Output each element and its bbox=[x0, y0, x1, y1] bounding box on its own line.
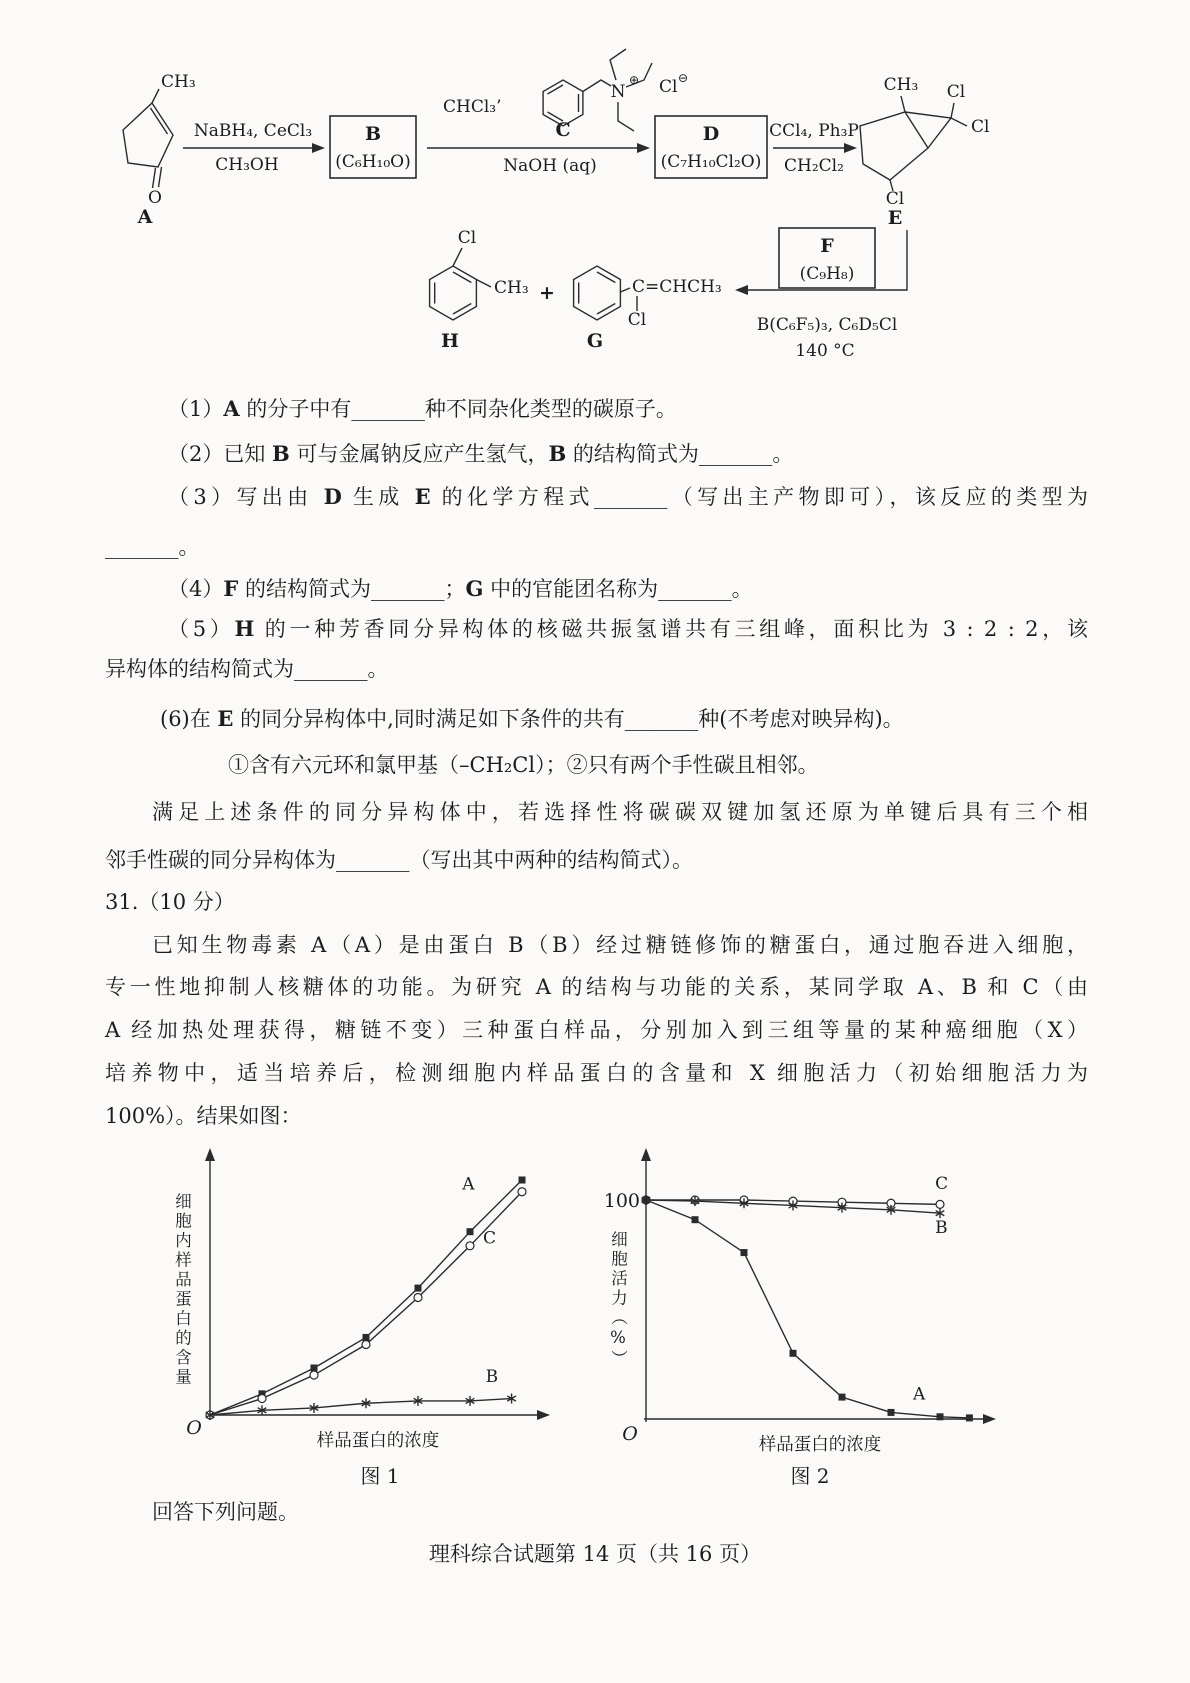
question-31-text-3: A 经加热处理获得，糖链不变）三种蛋白样品，分别加入到三组等量的某种癌细胞（X） bbox=[105, 1018, 1088, 1042]
compound-h-structure bbox=[430, 228, 529, 352]
compound-a-structure bbox=[123, 72, 196, 228]
g-cl-label: Cl bbox=[627, 310, 647, 330]
compound-f-formula: (C₉H₈) bbox=[799, 264, 855, 284]
compound-g-letter: G bbox=[586, 330, 604, 352]
question-31-text-1: 已知生物毒素 A（A）是由蛋白 B（B）经过糖链修饰的糖蛋白，通过胞吞进入细胞， bbox=[152, 933, 1088, 957]
compound-b-formula: (C₆H₁₀O) bbox=[335, 152, 411, 172]
series-label-A: A bbox=[913, 1384, 926, 1405]
question-4: （4）F 的结构简式为_______；G 中的官能团名称为_______。 bbox=[168, 576, 753, 601]
figure-2-caption: 图 2 bbox=[790, 1464, 830, 1488]
figure-1-caption: 图 1 bbox=[360, 1464, 400, 1488]
e-cl-right-label: Cl bbox=[971, 117, 990, 137]
figure-2-plot bbox=[588, 1140, 1008, 1460]
question-3: （3）写出由 D 生成 E 的化学方程式_______（写出主产物即可），该反应的类型为 bbox=[168, 484, 1088, 509]
page-footer: 理科综合试题第 14 页（共 16 页） bbox=[428, 1542, 762, 1566]
question-6: (6)在 E 的同分异构体中,同时满足如下条件的共有_______种(不考虑对映异构)。 bbox=[160, 706, 904, 731]
compound-d-formula: (C₇H₁₀Cl₂O) bbox=[660, 152, 762, 172]
question-6-extra: 满足上述条件的同分异构体中，若选择性将碳碳双键加氢还原为单键后具有三个相 bbox=[152, 800, 1088, 824]
question-6-conditions: ①含有六元环和氯甲基（–CH₂Cl）；②只有两个手性碳且相邻。 bbox=[228, 753, 819, 777]
question-31-text-4: 培养物中，适当培养后，检测细胞内样品蛋白的含量和 X 细胞活力（初始细胞活力为 bbox=[105, 1061, 1088, 1085]
compound-b-box bbox=[330, 116, 416, 178]
e-cl-bottom-label: Cl bbox=[885, 189, 905, 209]
compound-a-letter: A bbox=[137, 206, 153, 228]
catalyst-c-letter: C bbox=[555, 119, 571, 141]
series-label-C: C bbox=[935, 1174, 949, 1195]
figure-1-x-axis-label: 样品蛋白的浓度 bbox=[316, 1431, 440, 1451]
series-label-B: B bbox=[485, 1367, 499, 1388]
question-2: （2）已知 B 可与金属钠反应产生氢气，B 的结构简式为_______。 bbox=[168, 441, 794, 466]
reagent-naoh: NaOH (aq) bbox=[503, 156, 597, 176]
reaction-scheme bbox=[95, 40, 1005, 370]
reagent-ccl4: CCl₄, Ph₃P bbox=[769, 121, 859, 141]
h-ch3-label: CH₃ bbox=[494, 278, 529, 298]
plus-charge-icon: ⊕ bbox=[629, 73, 640, 87]
compound-h-letter: H bbox=[441, 330, 459, 352]
compound-b-letter: B bbox=[364, 123, 382, 145]
h-cl-label: Cl bbox=[457, 228, 477, 248]
reaction-temperature: 140 °C bbox=[795, 341, 855, 361]
compound-e-structure bbox=[860, 75, 989, 229]
figure-2-y-axis-label: 细胞活力（%） bbox=[608, 1230, 628, 1370]
series-label-C: C bbox=[483, 1228, 497, 1249]
question-5-cont: 异构体的结构简式为_______。 bbox=[105, 657, 389, 681]
series-label-A: A bbox=[462, 1174, 475, 1195]
plus-sign: + bbox=[539, 282, 555, 304]
answer-prompt: 回答下列问题。 bbox=[152, 1500, 299, 1524]
question-31-header: 31.（10 分） bbox=[105, 890, 235, 914]
question-3-blank: _______。 bbox=[105, 535, 200, 559]
nitrogen-label: N bbox=[610, 82, 626, 102]
e-cl-top-label: Cl bbox=[946, 82, 966, 102]
series-label-B: B bbox=[935, 1217, 948, 1238]
a-ch3-label: CH₃ bbox=[161, 72, 196, 92]
g-chain-label: C=CHCH₃ bbox=[632, 277, 722, 297]
reagent-nabh4: NaBH₄, CeCl₃ bbox=[193, 121, 313, 141]
reagent-borane: B(C₆F₅)₃, C₆D₅Cl bbox=[756, 315, 898, 335]
compound-d-letter: D bbox=[702, 123, 720, 145]
reaction-arrow-2 bbox=[427, 97, 650, 176]
compound-f-box bbox=[779, 228, 875, 288]
figure-2-ytick-100: 100 bbox=[603, 1190, 640, 1212]
compound-e-letter: E bbox=[887, 207, 903, 229]
a-oxygen-label: O bbox=[148, 188, 162, 208]
question-1: （1）A 的分子中有_______种不同杂化类型的碳原子。 bbox=[168, 396, 677, 421]
question-31-text-5: 100%）。结果如图： bbox=[105, 1104, 302, 1128]
figure-1-origin-label: O bbox=[186, 1417, 202, 1439]
figure-1-plot bbox=[148, 1140, 558, 1460]
question-6-extra-cont: 邻手性碳的同分异构体为_______（写出其中两种的结构简式）。 bbox=[105, 848, 693, 872]
compound-f-letter: F bbox=[820, 235, 834, 257]
question-31-text-2: 专一性地抑制人核糖体的功能。为研究 A 的结构与功能的关系，某同学取 A、B 和 C（由 bbox=[105, 975, 1088, 999]
e-ch3-label: CH₃ bbox=[883, 75, 919, 95]
figure-2-origin-label: O bbox=[622, 1423, 638, 1445]
reagent-chcl3: CHCl₃’ bbox=[443, 97, 502, 117]
solvent-ch3oh: CH₃OH bbox=[215, 155, 279, 175]
figure-1-y-axis-label: 细胞内样品蛋白的含量 bbox=[172, 1192, 192, 1388]
reaction-arrow-3 bbox=[769, 121, 859, 176]
reaction-arrow-1 bbox=[183, 121, 325, 175]
question-5: （5）H 的一种芳香同分异构体的核磁共振氢谱共有三组峰，面积比为 3 : 2 : 2，该 bbox=[168, 616, 1088, 641]
solvent-ch2cl2: CH₂Cl₂ bbox=[784, 156, 844, 176]
figure-2-x-axis-label: 样品蛋白的浓度 bbox=[758, 1435, 882, 1455]
compound-g-structure bbox=[574, 266, 722, 352]
chloride-label: Cl bbox=[659, 77, 678, 97]
minus-charge-icon: ⊖ bbox=[678, 71, 689, 85]
compound-d-box bbox=[655, 116, 767, 178]
